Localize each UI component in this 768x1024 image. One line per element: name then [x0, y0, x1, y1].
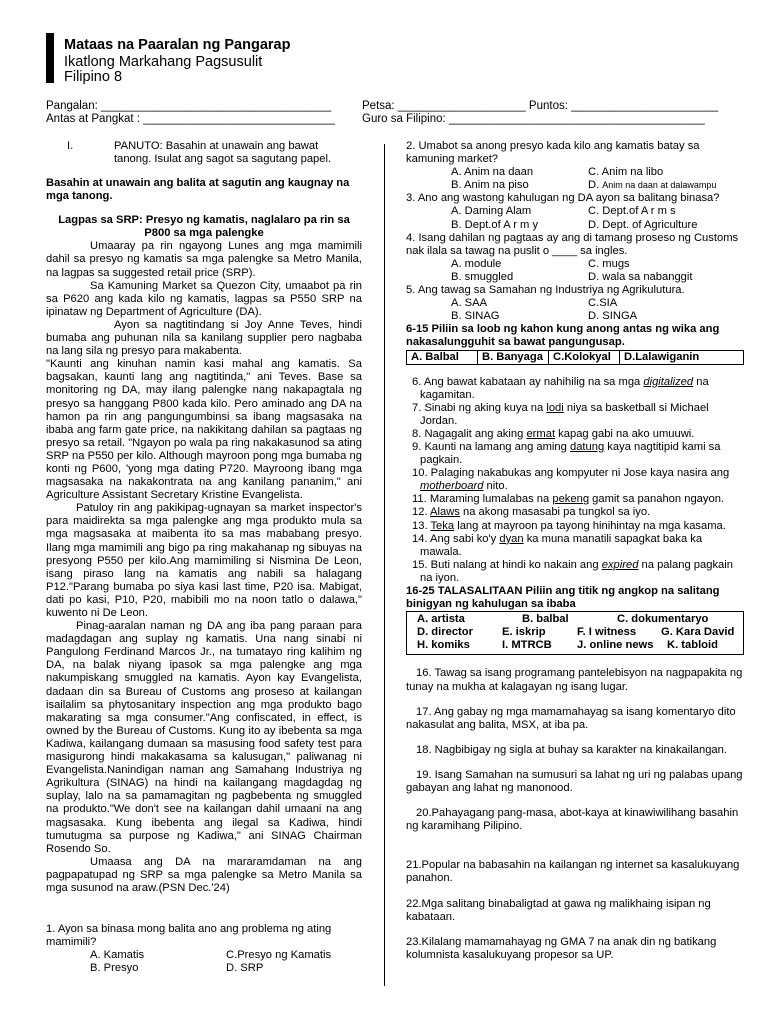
- vocab-choice: C. dokumentaryo: [617, 613, 709, 626]
- choice-b: B. Anim na piso: [451, 179, 529, 192]
- underlined-word: ermat: [526, 427, 556, 440]
- language-item: 8. Nagagalit ang aking ermat kapag gabi na ako umuuwi.: [412, 427, 695, 440]
- column-divider: [384, 144, 385, 986]
- underlined-word: Teka: [430, 519, 455, 532]
- choice-a: A. Daming Alam: [451, 205, 532, 218]
- part2-items: [406, 376, 746, 586]
- vocab-item: 16. Tawag sa isang programang pantelebisyon na nagpapakita ng tunay na mukha at kalagayan ng isang lugar.: [406, 667, 743, 693]
- vocab-choice: J. online news: [577, 639, 654, 652]
- article-paragraph: Patuloy rin ang pakikipag-ugnayan sa market inspector's para maidirekta sa mga palengke ang mga produkto mula sa mga magsasaka at maibenta ito sa mas mababang presyo. Ilang mga mamimili ang bigo pa ring makahanap ng sibuyas na presyong P550 per kilo.Ang mamimiling si Nismina De Leon, isang piraso lang na kamatis ang nabili sa halagang P12."Parang bumaba po siya kasi last time, P20 isa. Mabigat, dati po kasi, P10, P20, mabibili mo na noon tatlo o dalawa," kuwento ni De Leon.: [46, 502, 362, 619]
- vocab-choice: G. Kara David: [661, 626, 735, 639]
- article-paragraph: Ayon sa nagtitindang si Joy Anne Teves, hindi bumaba ang puhunan nila sa kanilang supplier pero nagbaba na lang sila ng presyo para makabenta.: [46, 318, 362, 358]
- part2-heading: 6-15 Piliin sa loob ng kahon kung anong antas ng wika ang nakasalungguhit sa bawat pangungusap.: [406, 323, 720, 349]
- language-item: 13. Teka lang at mayroon pa tayong hinihintay na mga kasama.: [412, 519, 726, 532]
- underlined-word: Alaws: [430, 506, 460, 519]
- vocab-item: 21.Popular na babasahin na kailangan ng internet sa kasalukuyang panahon.: [406, 859, 740, 885]
- vocab-choice: A. artista: [417, 613, 465, 626]
- choice-cell: C.Kolokyal: [549, 350, 620, 364]
- vocab-choice: E. iskrip: [502, 626, 546, 639]
- language-item: 10. Palaging nakabukas ang kompyuter ni Jose kaya nasira ang motherboard nito.: [412, 467, 730, 493]
- vocab-choice: I. MTRCB: [502, 639, 552, 652]
- choice-a: A. module: [451, 257, 502, 270]
- question-1: [46, 923, 362, 975]
- exam-title: Ikatlong Markahang Pagsusulit: [64, 54, 263, 70]
- vocab-choice: K. tabloid: [667, 639, 718, 652]
- choice-d: D. SINGA: [588, 310, 638, 323]
- choice-d: D. SRP: [226, 962, 264, 975]
- article-paragraph: Pinag-aaralan naman ng DA ang iba pang paraan para madagdagan ang suplay ng kamatis. Una nang sinabi ni Pangulong Ferdinand Marcos Jr., na tumatayo ring kalihim ng DA, na balak niyang ipasok sa mga palengke ang mga nakumpiskang smuggled na kamatis. Ayon kay Evangelista, dadaan din sa Bureau of Customs ang proseso at kailangan isailalim sa phytosanitary inspection ang mga produkto bago makarating sa mga consumer."Ang confiscated, in effect, is owned by the Bureau of Customs. Kung ito ay ibebenta sa mga Kadiwa, kailangang dumaan sa masusing food safety test para masigurong hindi makakasama sa kalusugan," paliwanag ni Evangelista.Nanindigan naman ang Samahang Industriya ng Agrikultura (SINAG) na hindi na kailangang magdagdag ng suplay, lalo na sa pamamagitan ng pagbebenta ng smuggled na produkto."We don't see na kailangan dahil umaani na ang magsasaka. Kung ibebenta ang ilegal sa Kadiwa, hindi tumutugma sa purpose ng Kadiwa," ani SINAG Chairman Rosendo So.: [46, 620, 362, 855]
- question-2: [406, 140, 746, 192]
- teacher-field: Guro sa Filipino: ________________________________________: [362, 113, 705, 125]
- choice-d: D. Anim na daan at dalawampu: [588, 179, 717, 192]
- question-text: 1. Ayon sa binasa mong balita ano ang problema ng ating mamimili?: [46, 923, 332, 949]
- underlined-word: lodi: [546, 401, 564, 414]
- choice-c: C. Anim na libo: [588, 166, 664, 179]
- instructions-line1: PANUTO: Basahin at unawain ang bawat: [114, 140, 319, 152]
- language-item: 11. Maraming lumalabas na pekeng gamit sa panahon ngayon.: [412, 493, 725, 506]
- language-item: 6. Ang bawat kabataan ay nahihilig na sa mga digitalized na kagamitan.: [412, 375, 709, 401]
- vocab-choice: D. director: [417, 626, 473, 639]
- choice-cell: D.Lalawiganin: [620, 350, 744, 364]
- vocab-item: 18. Nagbibigay ng sigla at buhay sa karakter na kinakailangan.: [416, 743, 727, 756]
- choice-a: A. Anim na daan: [451, 166, 534, 179]
- choice-c: C. Dept.of A r m s: [588, 205, 676, 218]
- underlined-word: dyan: [499, 532, 524, 545]
- vocab-item: 20.Pahayagang pang-masa, abot-kaya at kinawiwilihang basahin ng karamihang Pilipino.: [406, 807, 739, 833]
- right-column: [406, 140, 746, 962]
- choice-c: C. mugs: [588, 257, 630, 270]
- choice-b: B. smuggled: [451, 270, 514, 283]
- underlined-word: motherboard: [420, 480, 484, 493]
- underlined-word: pekeng: [552, 493, 590, 506]
- question-5: [406, 284, 746, 323]
- question-text: 3. Ano ang wastong kahulugan ng DA ayon sa balitang binasa?: [406, 192, 720, 205]
- choice-b: B. SINAG: [451, 310, 500, 323]
- vocab-choice: F. I witness: [577, 626, 637, 639]
- vocab-item: 19. Isang Samahan na sumusuri sa lahat ng uri ng palabas upang gabayan ang lahat ng manonood.: [406, 768, 743, 795]
- language-item: 14. Ang sabi ko'y dyan ka muna manatili sapagkat baka ka mawala.: [412, 532, 703, 558]
- article-paragraph: Umaasa ang DA na mararamdaman na ang pagpapatupad ng SRP sa mga palengke sa Metro Manila sa mga susunod na araw.(PSN Dec.'24): [46, 855, 362, 894]
- grade-field: Antas at Pangkat : ______________________________: [46, 113, 336, 125]
- part3-items: [406, 667, 746, 961]
- reading-heading: Basahin at unawain ang balita at sagutin ang kaugnay na mga tanong.: [46, 177, 350, 203]
- question-text: 4. Isang dahilan ng pagtaas ay ang di tamang proseso ng Customs nak ilala sa tawag na puslit o ____ sa ingles.: [406, 231, 739, 257]
- school-name: Mataas na Paaralan ng Pangarap: [64, 37, 291, 53]
- choice-c: C.SIA: [588, 297, 618, 310]
- underlined-word: digitalized: [643, 375, 694, 388]
- header-bar: [46, 33, 54, 83]
- language-item: 7. Sinabi ng aking kuya na lodi niya sa basketball si Michael Jordan.: [412, 401, 709, 427]
- choice-b: B. Dept.of A r m y: [451, 218, 539, 231]
- vocab-choice: H. komiks: [417, 639, 470, 652]
- choice-cell: A. Balbal: [407, 350, 478, 364]
- vocab-item: 17. Ang gabay ng mga mamamahayag sa isang komentaryo dito nakasulat ang balita, MSX, at iba pa.: [406, 705, 736, 731]
- language-item: 12. Alaws na akong masasabi pa tungkol sa iyo.: [412, 506, 651, 519]
- underlined-word: datung: [569, 440, 605, 453]
- choice-a: A. Kamatis: [90, 949, 145, 962]
- instructions: [46, 140, 362, 168]
- vocabulary-box: [406, 611, 744, 655]
- choice-b: B. Presyo: [90, 962, 139, 975]
- date-score-field: Petsa: ____________________ Puntos: _______________________: [362, 100, 719, 112]
- question-4: [406, 232, 746, 284]
- article-paragraph: "Kaunti ang kinuhan namin kasi mahal ang kamatis. Sa bagsakan, kaunti lang ang nagtitinda," ani Teves. Base sa monitoring ng DA, may ilang palengke nang nakapagtala ng presyo sa hanggang P800 kada kilo. Pero aminado ang DA na hamon pa rin ang pangungumbinsi sa ibang magsasaka na ibaba ang farm gate price, na nakikitang dahilan sa pagtaas ng presyo sa retail. "Ngayon po wala pa ring nakakasunod sa ating SRP na P550 per kilo. Although mayroon pong mga bumaba ng konti ng P600, 'yong mga dating P720. Mayroong ibang mga magsasaka na nakakontrata na ang kanilang pananim," ani Agriculture Assistant Secretary Kristine Evangelista.: [46, 358, 362, 502]
- vocab-item: 23.Kilalang mamamahayag ng GMA 7 na anak din ng batikang kolumnista kasalukuyang propesor sa UP.: [406, 935, 717, 961]
- subject-title: Filipino 8: [64, 69, 123, 85]
- language-item: 9. Kaunti na lamang ang aming datung kaya nagtitipid kami sa pagkain.: [412, 440, 721, 467]
- vocab-item: 22.Mga salitang binabaligtad at gawa ng malikhaing isipan ng kabataan.: [406, 897, 711, 923]
- choice-a: A. SAA: [451, 297, 488, 310]
- language-item: 15. Buti nalang at hindi ko nakain ang expired na palang pagkain na iyon.: [412, 558, 733, 584]
- underlined-word: expired: [601, 558, 639, 571]
- article-paragraph: Sa Kamuning Market sa Quezon City, umaabot pa rin sa P620 ang kada kilo ng kamatis, lagpas sa P550 SRP na ipinataw ng Department of Agriculture (DA).: [46, 279, 362, 318]
- question-text: 2. Umabot sa anong presyo kada kilo ang kamatis batay sa kamuning market?: [406, 140, 700, 166]
- instructions-roman: I.: [67, 140, 74, 152]
- choice-d: D. wala sa nabanggit: [588, 270, 693, 283]
- vocab-choice: B. balbal: [522, 613, 569, 626]
- choice-cell: B. Banyaga: [478, 350, 549, 364]
- name-field: Pangalan: ____________________________________: [46, 100, 332, 112]
- instructions-line2: tanong. Isulat ang sagot sa sagutang papel.: [114, 153, 332, 165]
- question-text: 5. Ang tawag sa Samahan ng Industriya ng Agrikulutura.: [406, 284, 685, 297]
- choice-c: C.Presyo ng Kamatis: [226, 949, 332, 962]
- language-level-choices: [406, 350, 744, 365]
- article-title: Lagpas sa SRP: Presyo ng kamatis, naglalaro pa rin sa P800 sa mga palengke: [58, 214, 350, 240]
- choice-d: D. Dept. of Agriculture: [588, 218, 698, 231]
- question-3: [406, 192, 746, 231]
- left-column: [46, 140, 362, 975]
- part3-heading: 16-25 TALASALITAAN Piliin ang titik ng angkop na salitang binigyan ng kahulugan sa ibaba: [406, 585, 720, 611]
- article-paragraph: Umaaray pa rin ngayong Lunes ang mga mamimili dahil sa presyo ng kamatis sa mga palengke sa Metro Manila, na lagpas sa suggested retail price (SRP).: [46, 240, 362, 279]
